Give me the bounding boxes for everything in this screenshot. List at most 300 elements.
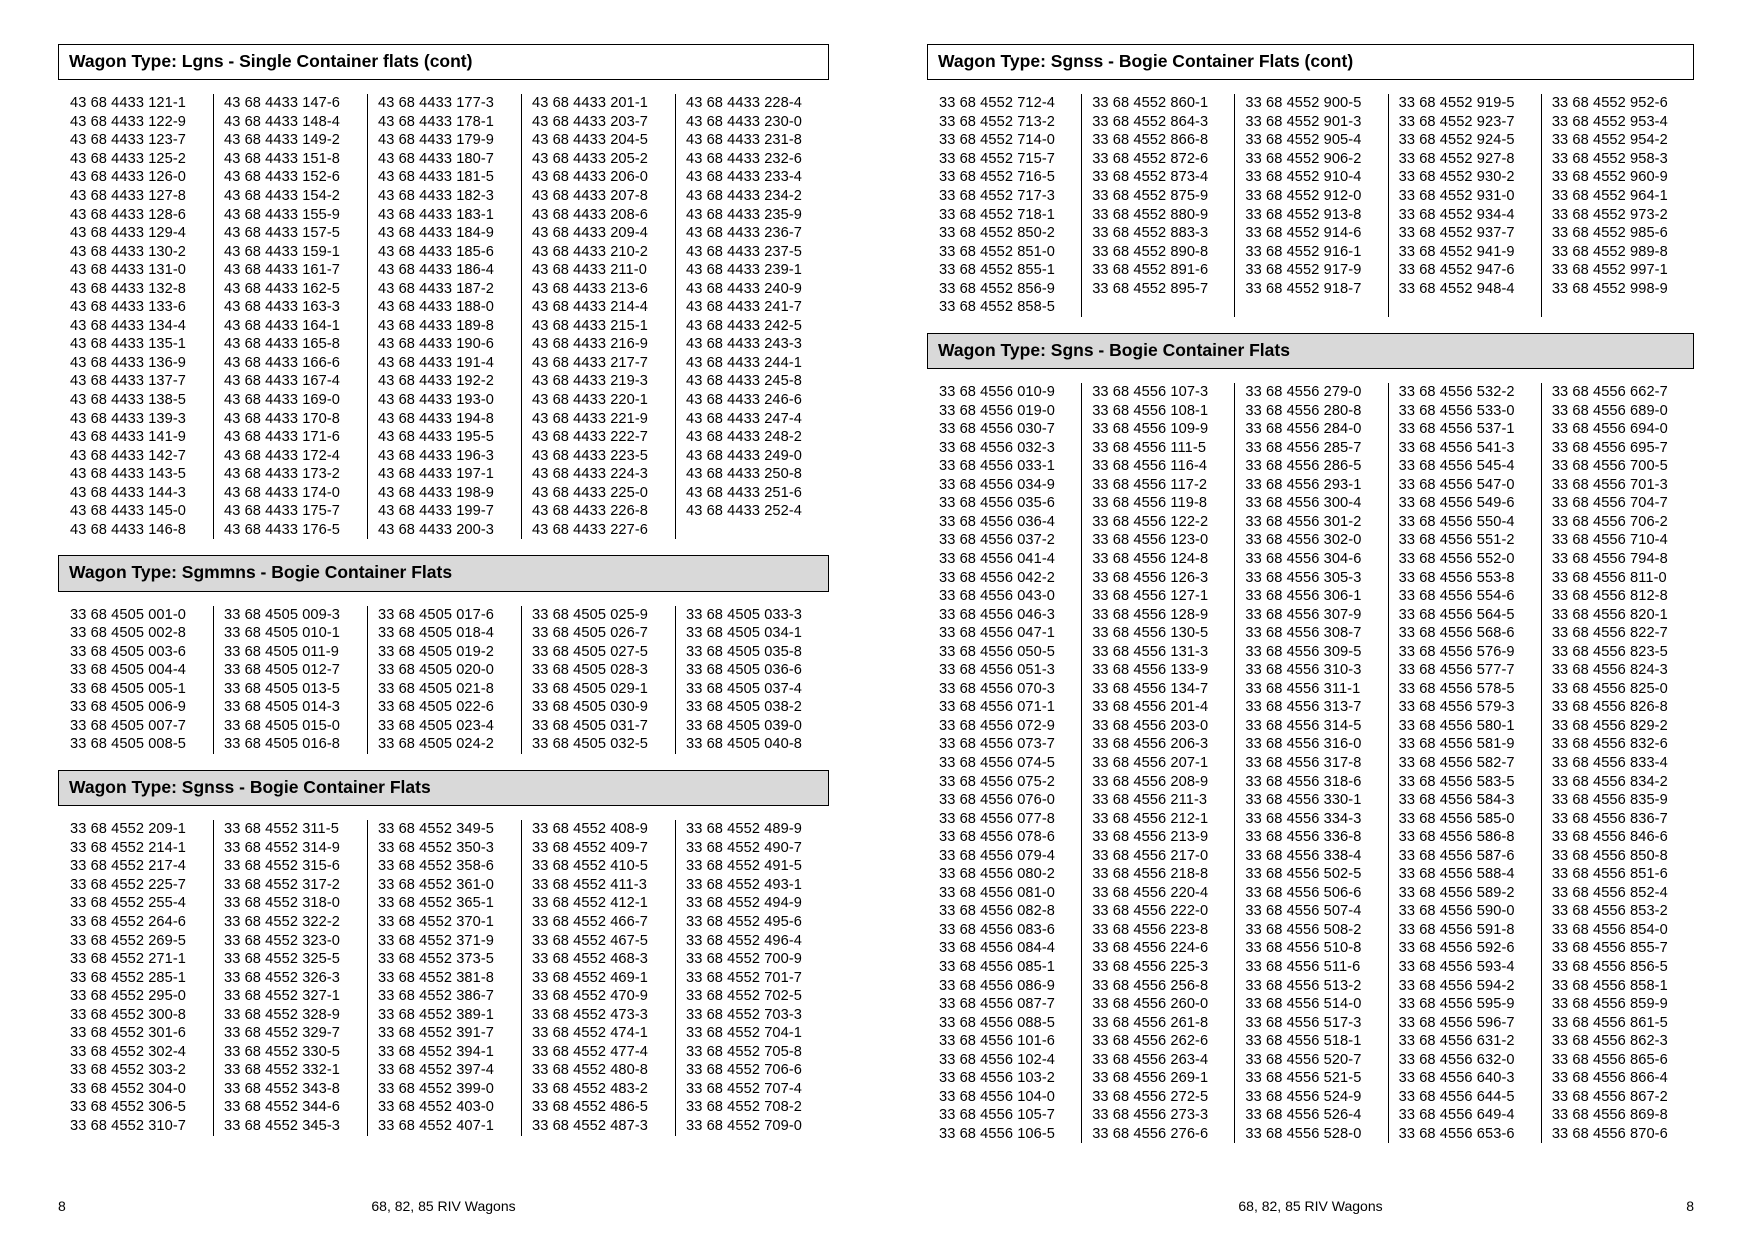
wagon-number: 33 68 4556 823-5 [1551, 643, 1668, 660]
wagon-number: 33 68 4552 985-6 [1551, 225, 1668, 242]
wagon-number: 33 68 4556 510-8 [1245, 940, 1362, 957]
wagon-number: 33 68 4552 900-5 [1245, 95, 1362, 112]
wagon-number: 33 68 4556 284-0 [1245, 421, 1362, 438]
wagon-number: 33 68 4556 869-8 [1551, 1107, 1668, 1124]
wagon-number: 33 68 4556 507-4 [1245, 903, 1362, 920]
wagon-number: 43 68 4433 180-7 [378, 150, 495, 167]
wagon-number: 33 68 4556 508-2 [1245, 921, 1362, 938]
wagon-number: 33 68 4552 317-2 [224, 876, 341, 893]
wagon-number: 33 68 4552 285-1 [70, 969, 187, 986]
wagon-number: 33 68 4552 702-5 [686, 988, 803, 1005]
wagon-number: 33 68 4556 301-2 [1245, 513, 1362, 530]
wagon-number: 43 68 4433 167-4 [224, 373, 341, 390]
wagon-number: 33 68 4552 303-2 [70, 1062, 187, 1079]
wagon-number: 33 68 4505 032-5 [532, 736, 649, 753]
grid-column [522, 820, 676, 1135]
wagon-number: 33 68 4556 706-2 [1551, 513, 1668, 530]
wagon-number: 33 68 4556 855-7 [1551, 940, 1668, 957]
wagon-number: 33 68 4552 487-3 [532, 1118, 649, 1134]
wagon-number: 33 68 4556 309-5 [1245, 643, 1362, 660]
wagon-number: 43 68 4433 181-5 [378, 169, 495, 186]
wagon-number: 33 68 4552 973-2 [1551, 206, 1668, 223]
wagon-number: 43 68 4433 152-6 [224, 169, 341, 186]
wagon-number: 33 68 4552 705-8 [686, 1043, 803, 1060]
page-number: 8 [58, 1198, 66, 1214]
wagon-number-empty [1092, 298, 1224, 317]
wagon-number: 43 68 4433 201-1 [532, 95, 649, 112]
wagon-number: 43 68 4433 161-7 [224, 262, 341, 279]
wagon-number: 43 68 4433 151-8 [224, 150, 341, 167]
wagon-number: 43 68 4433 204-5 [532, 132, 649, 149]
grid-column [676, 94, 829, 539]
wagon-number: 43 68 4433 125-2 [70, 150, 187, 167]
wagon-number: 33 68 4556 578-5 [1398, 680, 1515, 697]
wagon-number: 33 68 4556 870-6 [1551, 1125, 1668, 1142]
wagon-number: 43 68 4433 241-7 [686, 299, 803, 316]
wagon-number: 33 68 4552 411-3 [532, 876, 647, 893]
section-header-sgnss: Wagon Type: Sgnss - Bogie Container Flats [58, 770, 829, 806]
wagon-number: 43 68 4433 131-0 [70, 262, 187, 279]
wagon-number: 43 68 4433 134-4 [70, 317, 187, 334]
wagon-number: 33 68 4556 832-6 [1551, 736, 1668, 753]
wagon-number: 43 68 4433 145-0 [70, 503, 187, 520]
wagon-number: 33 68 4505 013-5 [224, 680, 341, 697]
wagon-number: 43 68 4433 205-2 [532, 150, 649, 167]
grid-column [1235, 94, 1388, 317]
wagon-number: 33 68 4556 834-2 [1551, 773, 1668, 790]
wagon-number: 33 68 4552 489-9 [686, 821, 803, 838]
wagon-number: 43 68 4433 191-4 [378, 354, 495, 371]
wagon-number: 33 68 4556 336-8 [1245, 829, 1362, 846]
wagon-number-grid-lgns [58, 94, 829, 539]
wagon-number-empty [1245, 298, 1377, 317]
wagon-number: 33 68 4556 256-8 [1092, 977, 1209, 994]
wagon-number: 33 68 4552 714-0 [939, 132, 1056, 149]
wagon-number: 33 68 4556 101-6 [939, 1033, 1056, 1050]
wagon-number: 33 68 4556 330-1 [1245, 792, 1362, 809]
wagon-number: 33 68 4556 533-0 [1398, 402, 1515, 419]
wagon-number: 43 68 4433 224-3 [532, 466, 649, 483]
wagon-number: 33 68 4552 332-1 [224, 1062, 341, 1079]
wagon-number: 43 68 4433 250-8 [686, 466, 803, 483]
wagon-number: 33 68 4505 024-2 [378, 736, 495, 753]
wagon-number: 43 68 4433 157-5 [224, 225, 341, 242]
grid-column [368, 606, 522, 754]
wagon-number: 33 68 4556 502-5 [1245, 866, 1362, 883]
grid-column [522, 606, 676, 754]
grid-column [1389, 94, 1542, 317]
wagon-number: 33 68 4552 934-4 [1398, 206, 1515, 223]
wagon-number: 33 68 4556 316-0 [1245, 736, 1362, 753]
wagon-number: 33 68 4556 584-3 [1398, 792, 1515, 809]
wagon-number: 33 68 4552 466-7 [532, 913, 649, 930]
wagon-number: 43 68 4433 225-0 [532, 484, 649, 501]
wagon-number: 33 68 4556 311-1 [1245, 680, 1361, 697]
wagon-number: 43 68 4433 187-2 [378, 280, 495, 297]
footer-right [877, 1198, 1714, 1218]
wagon-number: 33 68 4505 016-8 [224, 736, 341, 753]
wagon-number: 33 68 4556 130-5 [1092, 625, 1209, 642]
wagon-number: 43 68 4433 127-8 [70, 187, 187, 204]
wagon-number: 33 68 4556 649-4 [1398, 1107, 1515, 1124]
wagon-number: 33 68 4552 496-4 [686, 932, 803, 949]
wagon-number: 33 68 4556 280-8 [1245, 402, 1362, 419]
wagon-number: 33 68 4552 473-3 [532, 1006, 649, 1023]
wagon-number: 33 68 4556 338-4 [1245, 847, 1362, 864]
wagon-number: 33 68 4556 580-1 [1398, 717, 1515, 734]
footer-title: 68, 82, 85 RIV Wagons [1238, 1198, 1383, 1214]
wagon-number: 43 68 4433 174-0 [224, 484, 341, 501]
section-sgns [927, 333, 1694, 1160]
wagon-number: 33 68 4556 122-2 [1092, 513, 1209, 530]
wagon-number: 33 68 4556 075-2 [939, 773, 1056, 790]
left-column [40, 44, 877, 1240]
wagon-number: 33 68 4556 553-8 [1398, 569, 1515, 586]
wagon-number: 33 68 4556 078-6 [939, 829, 1056, 846]
wagon-number: 33 68 4552 403-0 [378, 1099, 495, 1116]
wagon-number: 33 68 4552 300-8 [70, 1006, 187, 1023]
wagon-number: 33 68 4552 906-2 [1245, 150, 1362, 167]
wagon-number: 43 68 4433 170-8 [224, 410, 341, 427]
wagon-number: 33 68 4505 009-3 [224, 606, 341, 623]
wagon-number: 33 68 4505 001-0 [70, 606, 187, 623]
wagon-number: 43 68 4433 207-8 [532, 187, 649, 204]
wagon-number: 43 68 4433 216-9 [532, 336, 649, 353]
wagon-number: 33 68 4505 034-1 [686, 625, 803, 642]
wagon-number: 43 68 4433 249-0 [686, 447, 803, 464]
wagon-number: 33 68 4556 564-5 [1398, 606, 1515, 623]
wagon-number: 33 68 4556 285-7 [1245, 439, 1362, 456]
wagon-number: 33 68 4505 027-5 [532, 643, 649, 660]
wagon-number: 43 68 4433 233-4 [686, 169, 803, 186]
wagon-number: 33 68 4552 930-2 [1398, 169, 1515, 186]
wagon-number: 33 68 4552 225-7 [70, 876, 187, 893]
wagon-number: 43 68 4433 226-8 [532, 503, 649, 520]
wagon-number: 33 68 4556 640-3 [1398, 1070, 1515, 1087]
wagon-number: 43 68 4433 231-8 [686, 132, 803, 149]
wagon-number: 33 68 4556 220-4 [1092, 884, 1209, 901]
wagon-number: 33 68 4556 528-0 [1245, 1125, 1362, 1142]
wagon-number: 33 68 4552 895-7 [1092, 280, 1209, 297]
wagon-number: 33 68 4552 883-3 [1092, 225, 1209, 242]
wagon-number: 33 68 4556 263-4 [1092, 1051, 1209, 1068]
wagon-number: 43 68 4433 196-3 [378, 447, 495, 464]
wagon-number: 33 68 4556 035-6 [939, 495, 1056, 512]
wagon-number: 43 68 4433 248-2 [686, 429, 803, 446]
wagon-number: 33 68 4552 327-1 [224, 988, 341, 1005]
wagon-number: 33 68 4552 358-6 [378, 858, 495, 875]
section-header-sgns: Wagon Type: Sgns - Bogie Container Flats [927, 333, 1694, 369]
wagon-number: 43 68 4433 199-7 [378, 503, 495, 520]
wagon-number: 43 68 4433 245-8 [686, 373, 803, 390]
wagon-number: 43 68 4433 144-3 [70, 484, 187, 501]
wagon-number: 33 68 4556 833-4 [1551, 755, 1668, 771]
wagon-number: 33 68 4552 855-1 [939, 262, 1056, 279]
wagon-number: 33 68 4556 293-1 [1245, 476, 1362, 493]
wagon-number: 33 68 4552 917-9 [1245, 262, 1362, 279]
footer-title: 68, 82, 85 RIV Wagons [371, 1198, 516, 1214]
wagon-number: 43 68 4433 129-4 [70, 225, 187, 242]
wagon-number: 43 68 4433 227-6 [532, 521, 649, 538]
wagon-number: 43 68 4433 192-2 [378, 373, 495, 390]
wagon-number: 33 68 4552 323-0 [224, 932, 341, 949]
wagon-number: 33 68 4556 824-3 [1551, 662, 1668, 679]
wagon-number: 33 68 4556 030-7 [939, 421, 1056, 438]
wagon-number: 33 68 4552 866-8 [1092, 132, 1209, 149]
wagon-number: 33 68 4556 076-0 [939, 792, 1056, 809]
wagon-number: 33 68 4556 082-8 [939, 903, 1056, 920]
wagon-number: 33 68 4556 513-2 [1245, 977, 1362, 994]
wagon-number: 33 68 4552 960-9 [1551, 169, 1668, 186]
wagon-number: 33 68 4552 477-4 [532, 1043, 649, 1060]
wagon-number: 33 68 4556 276-6 [1092, 1125, 1209, 1142]
wagon-number: 43 68 4433 193-0 [378, 392, 495, 408]
grid-column [1542, 383, 1694, 1143]
wagon-number: 33 68 4556 133-9 [1092, 662, 1209, 679]
wagon-number: 43 68 4433 195-5 [378, 429, 495, 446]
wagon-number: 43 68 4433 230-0 [686, 113, 803, 130]
wagon-number: 33 68 4556 223-8 [1092, 921, 1209, 938]
wagon-number: 43 68 4433 173-2 [224, 466, 341, 483]
wagon-number: 33 68 4556 106-5 [939, 1125, 1056, 1142]
wagon-number: 33 68 4552 700-9 [686, 951, 803, 968]
wagon-number-empty [1399, 298, 1531, 317]
wagon-number: 43 68 4433 163-3 [224, 299, 341, 316]
wagon-number: 43 68 4433 135-1 [70, 336, 187, 353]
wagon-number: 33 68 4505 028-3 [532, 662, 649, 679]
wagon-number: 33 68 4556 304-6 [1245, 550, 1362, 567]
grid-column [214, 94, 368, 539]
wagon-number: 43 68 4433 121-1 [70, 95, 187, 112]
grid-column [676, 820, 829, 1135]
wagon-number: 33 68 4552 365-1 [378, 895, 495, 912]
wagon-number: 33 68 4556 047-1 [939, 625, 1056, 642]
wagon-number: 33 68 4552 361-0 [378, 876, 495, 893]
wagon-number: 43 68 4433 176-5 [224, 521, 341, 538]
wagon-number: 43 68 4433 147-6 [224, 95, 341, 112]
section-header-sgnss-cont: Wagon Type: Sgnss - Bogie Container Flats (cont) [927, 44, 1694, 80]
wagon-number: 33 68 4556 595-9 [1398, 996, 1515, 1013]
wagon-number: 33 68 4552 890-8 [1092, 243, 1209, 260]
wagon-number-empty [1552, 298, 1684, 317]
wagon-number: 33 68 4556 594-2 [1398, 977, 1515, 994]
wagon-number: 33 68 4552 310-7 [70, 1118, 187, 1134]
grid-column [60, 94, 214, 539]
wagon-number: 43 68 4433 252-4 [686, 503, 803, 520]
wagon-number: 43 68 4433 169-0 [224, 392, 341, 408]
wagon-number: 33 68 4552 486-5 [532, 1099, 649, 1116]
wagon-number: 33 68 4556 034-9 [939, 476, 1056, 493]
wagon-number: 33 68 4556 511-6 [1245, 959, 1361, 976]
wagon-number: 43 68 4433 130-2 [70, 243, 187, 260]
wagon-number: 43 68 4433 200-3 [378, 521, 495, 538]
page-number: 8 [1686, 1198, 1694, 1214]
wagon-number: 33 68 4556 088-5 [939, 1014, 1056, 1031]
wagon-number: 33 68 4552 389-1 [378, 1006, 495, 1023]
wagon-number: 43 68 4433 171-6 [224, 429, 341, 446]
wagon-number: 33 68 4552 264-6 [70, 913, 187, 930]
wagon-number: 33 68 4556 077-8 [939, 810, 1056, 827]
wagon-number: 33 68 4552 873-4 [1092, 169, 1209, 186]
wagon-number: 33 68 4552 941-9 [1398, 243, 1515, 260]
wagon-number: 33 68 4552 325-5 [224, 951, 341, 968]
wagon-number: 43 68 4433 243-3 [686, 336, 803, 353]
wagon-number: 33 68 4556 131-3 [1092, 643, 1209, 660]
section-sgnss-cont [927, 44, 1694, 333]
wagon-number: 43 68 4433 211-0 [532, 262, 647, 279]
wagon-number: 33 68 4552 209-1 [70, 821, 187, 838]
wagon-number: 33 68 4556 107-3 [1092, 384, 1209, 401]
wagon-number: 33 68 4552 399-0 [378, 1080, 495, 1097]
wagon-number: 33 68 4556 826-8 [1551, 699, 1668, 716]
wagon-number: 33 68 4552 704-1 [686, 1025, 803, 1042]
wagon-number: 33 68 4505 025-9 [532, 606, 649, 623]
wagon-number: 33 68 4556 541-3 [1398, 439, 1515, 456]
wagon-number: 33 68 4552 918-7 [1245, 280, 1362, 297]
wagon-number: 33 68 4552 916-1 [1245, 243, 1362, 260]
wagon-number: 33 68 4556 579-3 [1398, 699, 1515, 716]
wagon-number: 43 68 4433 178-1 [378, 113, 495, 130]
wagon-number: 33 68 4556 822-7 [1551, 625, 1668, 642]
wagon-number: 33 68 4556 862-3 [1551, 1033, 1668, 1050]
wagon-number: 33 68 4552 954-2 [1551, 132, 1668, 149]
wagon-number: 33 68 4556 710-4 [1551, 532, 1668, 549]
wagon-number: 33 68 4556 577-7 [1398, 662, 1515, 679]
wagon-number: 33 68 4552 269-5 [70, 932, 187, 949]
wagon-number: 33 68 4556 212-1 [1092, 810, 1209, 827]
wagon-number: 33 68 4556 286-5 [1245, 458, 1362, 475]
wagon-number: 33 68 4552 927-8 [1398, 150, 1515, 167]
wagon-number: 33 68 4552 306-5 [70, 1099, 187, 1116]
wagon-number: 43 68 4433 223-5 [532, 447, 649, 464]
wagon-number: 33 68 4556 532-2 [1398, 384, 1515, 401]
wagon-number: 43 68 4433 137-7 [70, 373, 187, 390]
wagon-number: 33 68 4556 314-5 [1245, 717, 1362, 734]
grid-column [214, 606, 368, 754]
wagon-number: 43 68 4433 222-7 [532, 429, 649, 446]
wagon-number: 33 68 4552 952-6 [1551, 95, 1668, 112]
wagon-number: 33 68 4556 550-4 [1398, 513, 1515, 530]
wagon-number: 43 68 4433 148-4 [224, 113, 341, 130]
wagon-number: 33 68 4552 322-2 [224, 913, 341, 930]
wagon-number: 33 68 4556 867-2 [1551, 1088, 1668, 1105]
wagon-number: 33 68 4556 272-5 [1092, 1088, 1209, 1105]
wagon-number: 33 68 4556 302-0 [1245, 532, 1362, 549]
wagon-number: 33 68 4552 851-0 [939, 243, 1056, 260]
wagon-number: 33 68 4556 854-0 [1551, 921, 1668, 938]
wagon-number: 33 68 4556 586-8 [1398, 829, 1515, 846]
wagon-number: 33 68 4552 958-3 [1551, 150, 1668, 167]
footer-left [40, 1198, 877, 1218]
wagon-number: 33 68 4556 262-6 [1092, 1033, 1209, 1050]
wagon-number: 43 68 4433 182-3 [378, 187, 495, 204]
wagon-number: 33 68 4552 953-4 [1551, 113, 1668, 130]
wagon-number: 33 68 4556 102-4 [939, 1051, 1056, 1068]
wagon-number: 33 68 4505 023-4 [378, 717, 495, 734]
wagon-number: 33 68 4556 313-7 [1245, 699, 1362, 716]
wagon-number: 33 68 4552 344-6 [224, 1099, 341, 1116]
wagon-number: 33 68 4556 653-6 [1398, 1125, 1515, 1142]
wagon-number: 33 68 4505 040-8 [686, 736, 803, 753]
wagon-number: 33 68 4556 588-4 [1398, 866, 1515, 883]
wagon-number: 33 68 4556 850-8 [1551, 847, 1668, 864]
wagon-number: 33 68 4552 856-9 [939, 280, 1056, 297]
wagon-number: 33 68 4556 846-6 [1551, 829, 1668, 846]
wagon-number: 33 68 4556 306-1 [1245, 588, 1362, 605]
wagon-number: 33 68 4556 119-8 [1092, 495, 1208, 512]
wagon-number: 33 68 4505 019-2 [378, 643, 495, 660]
wagon-number: 43 68 4433 139-3 [70, 410, 187, 427]
section-lgns [58, 44, 829, 555]
wagon-number: 33 68 4552 490-7 [686, 839, 803, 856]
wagon-number: 33 68 4552 386-7 [378, 988, 495, 1005]
wagon-number: 43 68 4433 189-8 [378, 317, 495, 334]
wagon-number: 43 68 4433 159-1 [224, 243, 341, 260]
wagon-number: 33 68 4556 587-6 [1398, 847, 1515, 864]
wagon-number: 43 68 4433 179-9 [378, 132, 495, 149]
wagon-number: 33 68 4505 011-9 [224, 643, 339, 660]
wagon-number: 43 68 4433 166-6 [224, 354, 341, 371]
wagon-number: 33 68 4556 596-7 [1398, 1014, 1515, 1031]
wagon-number: 33 68 4505 038-2 [686, 699, 803, 716]
wagon-number: 33 68 4556 010-9 [939, 384, 1056, 401]
wagon-number: 43 68 4433 136-9 [70, 354, 187, 371]
wagon-number: 33 68 4552 407-1 [378, 1118, 495, 1134]
wagon-number: 43 68 4433 220-1 [532, 392, 649, 408]
wagon-number: 33 68 4556 552-0 [1398, 550, 1515, 567]
wagon-number: 33 68 4505 026-7 [532, 625, 649, 642]
wagon-number: 43 68 4433 133-6 [70, 299, 187, 316]
wagon-number: 33 68 4556 829-2 [1551, 717, 1668, 734]
wagon-number: 33 68 4505 006-9 [70, 699, 187, 716]
wagon-number: 33 68 4556 104-0 [939, 1088, 1056, 1105]
wagon-number: 33 68 4556 317-8 [1245, 755, 1362, 771]
wagon-number: 43 68 4433 239-1 [686, 262, 803, 279]
wagon-number: 33 68 4552 998-9 [1551, 280, 1668, 297]
wagon-number: 33 68 4556 662-7 [1551, 384, 1668, 401]
wagon-number: 33 68 4556 206-3 [1092, 736, 1209, 753]
wagon-number: 33 68 4505 033-3 [686, 606, 803, 623]
wagon-number: 33 68 4556 072-9 [939, 717, 1056, 734]
wagon-number: 33 68 4556 835-9 [1551, 792, 1668, 809]
wagon-number-grid-sgmmns [58, 606, 829, 754]
wagon-number: 33 68 4552 718-1 [939, 206, 1056, 223]
wagon-number: 43 68 4433 126-0 [70, 169, 187, 186]
grid-column [929, 383, 1082, 1143]
wagon-number: 33 68 4556 041-4 [939, 550, 1056, 567]
wagon-number: 33 68 4552 948-4 [1398, 280, 1515, 297]
wagon-number: 43 68 4433 162-5 [224, 280, 341, 297]
grid-column [214, 820, 368, 1135]
wagon-number: 33 68 4552 494-9 [686, 895, 803, 912]
wagon-number: 33 68 4556 576-9 [1398, 643, 1515, 660]
wagon-number: 33 68 4552 343-8 [224, 1080, 341, 1097]
wagon-number: 33 68 4505 036-6 [686, 662, 803, 679]
wagon-number: 33 68 4556 213-9 [1092, 829, 1209, 846]
grid-column [1389, 383, 1542, 1143]
wagon-number: 33 68 4556 526-4 [1245, 1107, 1362, 1124]
wagon-number: 33 68 4552 410-5 [532, 858, 649, 875]
wagon-number: 33 68 4552 381-8 [378, 969, 495, 986]
wagon-number: 33 68 4552 271-1 [70, 951, 187, 968]
wagon-number: 33 68 4556 134-7 [1092, 680, 1209, 697]
wagon-number: 43 68 4433 186-4 [378, 262, 495, 279]
wagon-number: 33 68 4556 074-5 [939, 755, 1056, 771]
wagon-number: 43 68 4433 185-6 [378, 243, 495, 260]
wagon-number: 33 68 4556 549-6 [1398, 495, 1515, 512]
wagon-number: 33 68 4505 018-4 [378, 625, 495, 642]
wagon-number: 43 68 4433 242-5 [686, 317, 803, 334]
